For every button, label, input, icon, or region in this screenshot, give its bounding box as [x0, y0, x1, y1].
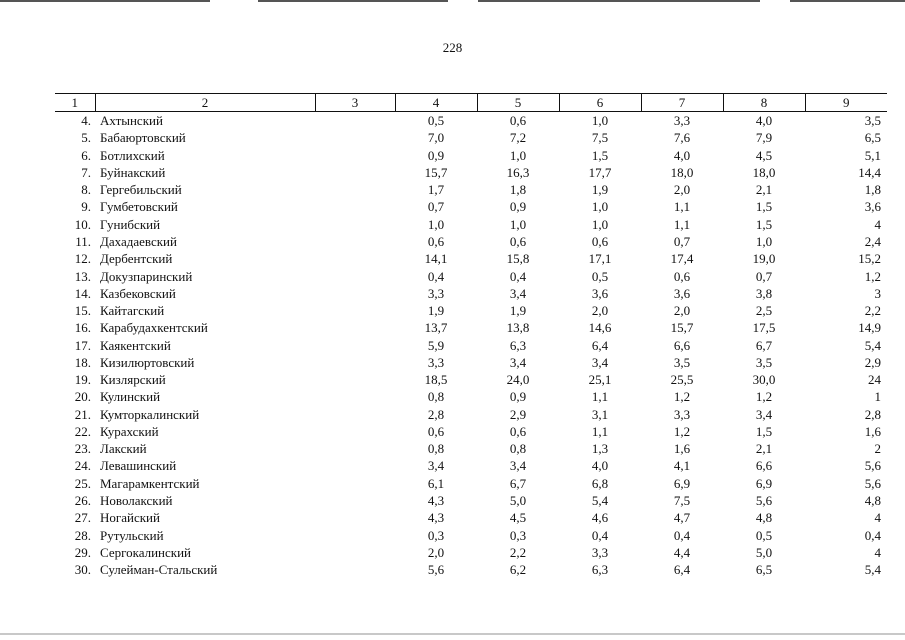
column-header: 7	[641, 94, 723, 112]
row-number: 21.	[74, 406, 91, 422]
row-number: 27.	[74, 510, 91, 526]
value-cell: 1	[874, 389, 881, 405]
district-name: Кизилюртовский	[100, 354, 195, 370]
table-row	[55, 112, 887, 130]
value-cell: 1,6	[864, 423, 881, 439]
value-cell: 14,4	[858, 164, 881, 180]
value-cell: 13,8	[506, 320, 530, 336]
value-cell: 0,8	[427, 389, 445, 405]
value-cell: 4,8	[755, 510, 773, 526]
value-cell: 0,4	[864, 527, 881, 543]
column-header: 5	[477, 94, 559, 112]
district-name: Лакский	[100, 441, 147, 457]
row-number: 12.	[74, 251, 91, 267]
value-cell: 18,0	[752, 164, 776, 180]
table-row	[55, 147, 887, 164]
value-cell: 6,7	[509, 475, 527, 491]
value-cell: 2	[874, 441, 881, 457]
value-cell: 0,6	[427, 423, 445, 439]
value-cell: 1,0	[591, 216, 609, 232]
column-3-cell	[315, 423, 395, 440]
value-cell: 7,5	[591, 130, 609, 146]
value-cell: 1,8	[509, 182, 527, 198]
value-cell: 5,1	[864, 147, 881, 163]
district-name: Рутульский	[100, 527, 164, 543]
value-cell: 3,5	[755, 354, 773, 370]
value-cell: 1,1	[673, 199, 691, 215]
value-cell: 0,4	[427, 268, 445, 284]
district-name: Сулейман-Стальский	[100, 562, 218, 578]
table-row	[55, 198, 887, 215]
value-cell: 15,8	[506, 251, 530, 267]
value-cell: 5,0	[755, 544, 773, 560]
value-cell: 4,0	[591, 458, 609, 474]
column-header: 2	[95, 94, 315, 112]
value-cell: 6,1	[427, 475, 445, 491]
district-name: Дахадаевский	[100, 233, 177, 249]
district-name: Кизлярский	[100, 372, 166, 388]
value-cell: 2,0	[673, 182, 691, 198]
table-row	[55, 285, 887, 302]
value-cell: 2,0	[591, 303, 609, 319]
value-cell: 6,5	[864, 130, 881, 146]
value-cell: 0,6	[509, 423, 527, 439]
table-row	[55, 561, 887, 578]
value-cell: 3,4	[509, 458, 527, 474]
value-cell: 6,6	[673, 337, 691, 353]
value-cell: 7,0	[427, 130, 445, 146]
column-3-cell	[315, 250, 395, 267]
column-3-cell	[315, 509, 395, 526]
district-name: Карабудахкентский	[100, 320, 208, 336]
value-cell: 2,8	[427, 406, 445, 422]
value-cell: 2,1	[755, 441, 773, 457]
value-cell: 17,5	[752, 320, 776, 336]
row-number: 29.	[74, 544, 91, 560]
value-cell: 1,5	[755, 423, 773, 439]
table-row	[55, 509, 887, 526]
table-row	[55, 181, 887, 198]
column-header: 1	[55, 94, 95, 112]
value-cell: 6,9	[755, 475, 773, 491]
value-cell: 0,3	[427, 527, 445, 543]
district-name: Кайтагский	[100, 303, 165, 319]
table-row	[55, 388, 887, 405]
value-cell: 1,2	[673, 423, 691, 439]
row-number: 15.	[74, 303, 91, 319]
value-cell: 1,5	[755, 199, 773, 215]
column-3-cell	[315, 198, 395, 215]
value-cell: 4,0	[673, 147, 691, 163]
value-cell: 17,4	[670, 251, 694, 267]
row-number: 16.	[74, 320, 91, 336]
value-cell: 1,1	[591, 389, 609, 405]
value-cell: 3,1	[591, 406, 609, 422]
row-number: 10.	[74, 216, 91, 232]
table-row	[55, 250, 887, 267]
column-3-cell	[315, 406, 395, 423]
value-cell: 7,2	[509, 130, 527, 146]
value-cell: 0,7	[755, 268, 773, 284]
row-number: 20.	[74, 389, 91, 405]
value-cell: 4,3	[427, 492, 445, 508]
value-cell: 5,6	[864, 458, 881, 474]
value-cell: 1,0	[591, 199, 609, 215]
district-name: Левашинский	[100, 458, 177, 474]
value-cell: 1,1	[673, 216, 691, 232]
row-number: 26.	[74, 492, 91, 508]
scan-edge-top	[0, 0, 905, 3]
district-name: Ботлихский	[100, 147, 165, 163]
value-cell: 1,2	[673, 389, 691, 405]
value-cell: 7,6	[673, 130, 691, 146]
value-cell: 2,5	[755, 303, 773, 319]
column-3-cell	[315, 164, 395, 181]
column-3-cell	[315, 561, 395, 578]
row-number: 6.	[81, 147, 91, 163]
value-cell: 6,2	[509, 562, 527, 578]
value-cell: 0,8	[509, 441, 527, 457]
value-cell: 25,1	[588, 372, 612, 388]
value-cell: 1,1	[591, 423, 609, 439]
value-cell: 19,0	[752, 251, 776, 267]
column-header: 4	[395, 94, 477, 112]
value-cell: 3,3	[427, 354, 445, 370]
row-number: 13.	[74, 268, 91, 284]
row-number: 14.	[74, 285, 91, 301]
value-cell: 1,0	[591, 113, 609, 129]
value-cell: 0,5	[427, 113, 445, 129]
value-cell: 0,6	[591, 233, 609, 249]
column-3-cell	[315, 371, 395, 388]
table-row	[55, 475, 887, 492]
district-name: Бабаюртовский	[100, 130, 186, 146]
value-cell: 0,5	[755, 527, 773, 543]
district-name: Магарамкентский	[100, 475, 200, 491]
value-cell: 6,3	[591, 562, 609, 578]
value-cell: 5,0	[509, 492, 527, 508]
value-cell: 4,8	[864, 492, 881, 508]
value-cell: 24,0	[506, 372, 530, 388]
value-cell: 3,6	[673, 285, 691, 301]
value-cell: 0,7	[427, 199, 445, 215]
value-cell: 24	[868, 372, 881, 388]
district-name: Гергебильский	[100, 182, 182, 198]
value-cell: 6,8	[591, 475, 609, 491]
value-cell: 2,4	[864, 233, 881, 249]
value-cell: 3,8	[755, 285, 773, 301]
value-cell: 6,9	[673, 475, 691, 491]
value-cell: 0,6	[509, 113, 527, 129]
column-3-cell	[315, 129, 395, 146]
value-cell: 2,8	[864, 406, 881, 422]
value-cell: 5,9	[427, 337, 445, 353]
value-cell: 1,0	[509, 216, 527, 232]
column-3-cell	[315, 233, 395, 250]
row-number: 8.	[81, 182, 91, 198]
value-cell: 3,3	[591, 544, 609, 560]
column-3-cell	[315, 302, 395, 319]
value-cell: 2,0	[673, 303, 691, 319]
page-number: 228	[442, 40, 463, 55]
district-name: Курахский	[100, 423, 159, 439]
column-header: 9	[805, 94, 887, 112]
value-cell: 3,4	[427, 458, 445, 474]
data-table	[55, 93, 887, 578]
value-cell: 6,3	[509, 337, 527, 353]
value-cell: 3,4	[509, 285, 527, 301]
value-cell: 3,3	[673, 113, 691, 129]
value-cell: 4,5	[509, 510, 527, 526]
value-cell: 1,2	[864, 268, 881, 284]
scan-edge-bottom	[0, 633, 905, 635]
value-cell: 14,1	[424, 251, 448, 267]
table-row	[55, 406, 887, 423]
table-row	[55, 216, 887, 233]
column-3-cell	[315, 354, 395, 371]
value-cell: 4,6	[591, 510, 609, 526]
value-cell: 0,4	[509, 268, 527, 284]
row-number: 22.	[74, 423, 91, 439]
value-cell: 6,5	[755, 562, 773, 578]
value-cell: 3,3	[673, 406, 691, 422]
row-number: 25.	[74, 475, 91, 491]
district-name: Гунибский	[100, 216, 161, 232]
value-cell: 7,9	[755, 130, 773, 146]
row-number: 28.	[74, 527, 91, 543]
column-3-cell	[315, 492, 395, 509]
value-cell: 4,5	[755, 147, 773, 163]
value-cell: 1,3	[591, 441, 609, 457]
value-cell: 1,6	[673, 441, 691, 457]
value-cell: 14,9	[858, 320, 881, 336]
value-cell: 4,0	[755, 113, 773, 129]
value-cell: 25,5	[670, 372, 694, 388]
value-cell: 2,2	[509, 544, 527, 560]
value-cell: 4	[874, 544, 881, 560]
value-cell: 5,4	[864, 337, 881, 353]
value-cell: 0,9	[509, 389, 527, 405]
value-cell: 2,1	[755, 182, 773, 198]
value-cell: 16,3	[506, 164, 530, 180]
value-cell: 6,4	[673, 562, 691, 578]
value-cell: 4,3	[427, 510, 445, 526]
district-name: Ногайский	[100, 510, 160, 526]
value-cell: 5,6	[427, 562, 445, 578]
column-3-cell	[315, 319, 395, 336]
column-3-cell	[315, 147, 395, 164]
table-row	[55, 164, 887, 181]
row-number: 18.	[74, 354, 91, 370]
value-cell: 1,5	[591, 147, 609, 163]
value-cell: 2,9	[864, 354, 881, 370]
row-number: 11.	[75, 233, 91, 249]
value-cell: 1,7	[427, 182, 445, 198]
row-number: 17.	[74, 337, 91, 353]
table-row	[55, 319, 887, 336]
value-cell: 0,5	[591, 268, 609, 284]
value-cell: 1,0	[427, 216, 445, 232]
value-cell: 3,6	[864, 199, 881, 215]
column-3-cell	[315, 544, 395, 561]
value-cell: 0,4	[591, 527, 609, 543]
district-name: Докузпаринский	[100, 268, 193, 284]
value-cell: 0,9	[509, 199, 527, 215]
column-3-cell	[315, 475, 395, 492]
district-name: Сергокалинский	[100, 544, 192, 560]
row-number: 24.	[74, 458, 91, 474]
value-cell: 3	[874, 285, 881, 301]
row-number: 5.	[81, 130, 91, 146]
district-name: Ахтынский	[100, 113, 163, 129]
value-cell: 6,7	[755, 337, 773, 353]
column-3-cell	[315, 388, 395, 405]
table-row	[55, 233, 887, 250]
value-cell: 15,7	[424, 164, 448, 180]
table-row	[55, 267, 887, 284]
table-row	[55, 492, 887, 509]
value-cell: 4,1	[673, 458, 691, 474]
column-header: 3	[315, 94, 395, 112]
value-cell: 18,5	[424, 372, 448, 388]
district-name: Кумторкалинский	[100, 406, 200, 422]
value-cell: 15,2	[858, 251, 881, 267]
value-cell: 3,6	[591, 285, 609, 301]
district-name: Гумбетовский	[100, 199, 178, 215]
value-cell: 0,9	[427, 147, 445, 163]
value-cell: 1,2	[755, 389, 773, 405]
header-row	[55, 94, 887, 112]
district-name: Казбековский	[100, 285, 176, 301]
row-number: 30.	[74, 562, 91, 578]
value-cell: 7,5	[673, 492, 691, 508]
value-cell: 0,6	[427, 233, 445, 249]
value-cell: 3,4	[591, 354, 609, 370]
column-3-cell	[315, 526, 395, 543]
value-cell: 3,5	[673, 354, 691, 370]
column-3-cell	[315, 440, 395, 457]
value-cell: 1,9	[509, 303, 527, 319]
value-cell: 5,4	[591, 492, 609, 508]
row-number: 19.	[74, 372, 91, 388]
table-row	[55, 440, 887, 457]
value-cell: 0,6	[509, 233, 527, 249]
column-3-cell	[315, 267, 395, 284]
value-cell: 6,6	[755, 458, 773, 474]
value-cell: 1,5	[755, 216, 773, 232]
column-3-cell	[315, 336, 395, 353]
district-name: Новолакский	[100, 492, 173, 508]
row-number: 7.	[81, 164, 91, 180]
value-cell: 4	[874, 510, 881, 526]
value-cell: 3,4	[509, 354, 527, 370]
value-cell: 14,6	[588, 320, 612, 336]
table-row	[55, 526, 887, 543]
district-name: Буйнакский	[100, 164, 166, 180]
value-cell: 3,3	[427, 285, 445, 301]
value-cell: 15,7	[670, 320, 694, 336]
value-cell: 1,0	[509, 147, 527, 163]
value-cell: 0,7	[673, 233, 691, 249]
value-cell: 3,4	[755, 406, 773, 422]
table-row	[55, 302, 887, 319]
value-cell: 5,6	[864, 475, 881, 491]
table-row	[55, 336, 887, 353]
value-cell: 30,0	[752, 372, 776, 388]
row-number: 4.	[81, 113, 91, 129]
district-name: Дербентский	[100, 251, 173, 267]
value-cell: 17,1	[588, 251, 612, 267]
value-cell: 2,9	[509, 406, 527, 422]
value-cell: 5,6	[755, 492, 773, 508]
column-3-cell	[315, 181, 395, 198]
table-row	[55, 371, 887, 388]
value-cell: 0,3	[509, 527, 527, 543]
value-cell: 4	[874, 216, 881, 232]
column-3-cell	[315, 285, 395, 302]
value-cell: 17,7	[588, 164, 612, 180]
value-cell: 0,6	[673, 268, 691, 284]
table-row	[55, 544, 887, 561]
value-cell: 1,9	[427, 303, 445, 319]
column-header: 8	[723, 94, 805, 112]
value-cell: 4,4	[673, 544, 691, 560]
value-cell: 1,8	[864, 182, 881, 198]
value-cell: 1,0	[755, 233, 773, 249]
table-row	[55, 354, 887, 371]
column-3-cell	[315, 216, 395, 233]
table-row	[55, 129, 887, 146]
value-cell: 2,2	[864, 303, 881, 319]
column-3-cell	[315, 112, 395, 130]
column-3-cell	[315, 457, 395, 474]
table-row	[55, 423, 887, 440]
value-cell: 0,8	[427, 441, 445, 457]
table-body	[55, 112, 887, 579]
row-number: 9.	[81, 199, 91, 215]
value-cell: 3,5	[864, 113, 881, 129]
value-cell: 1,9	[591, 182, 609, 198]
value-cell: 2,0	[427, 544, 445, 560]
value-cell: 18,0	[670, 164, 694, 180]
district-name: Кулинский	[100, 389, 161, 405]
value-cell: 0,4	[673, 527, 691, 543]
row-number: 23.	[74, 441, 91, 457]
district-name: Каякентский	[100, 337, 171, 353]
value-cell: 4,7	[673, 510, 691, 526]
table-row	[55, 457, 887, 474]
column-header: 6	[559, 94, 641, 112]
value-cell: 13,7	[424, 320, 448, 336]
value-cell: 5,4	[864, 562, 881, 578]
value-cell: 6,4	[591, 337, 609, 353]
